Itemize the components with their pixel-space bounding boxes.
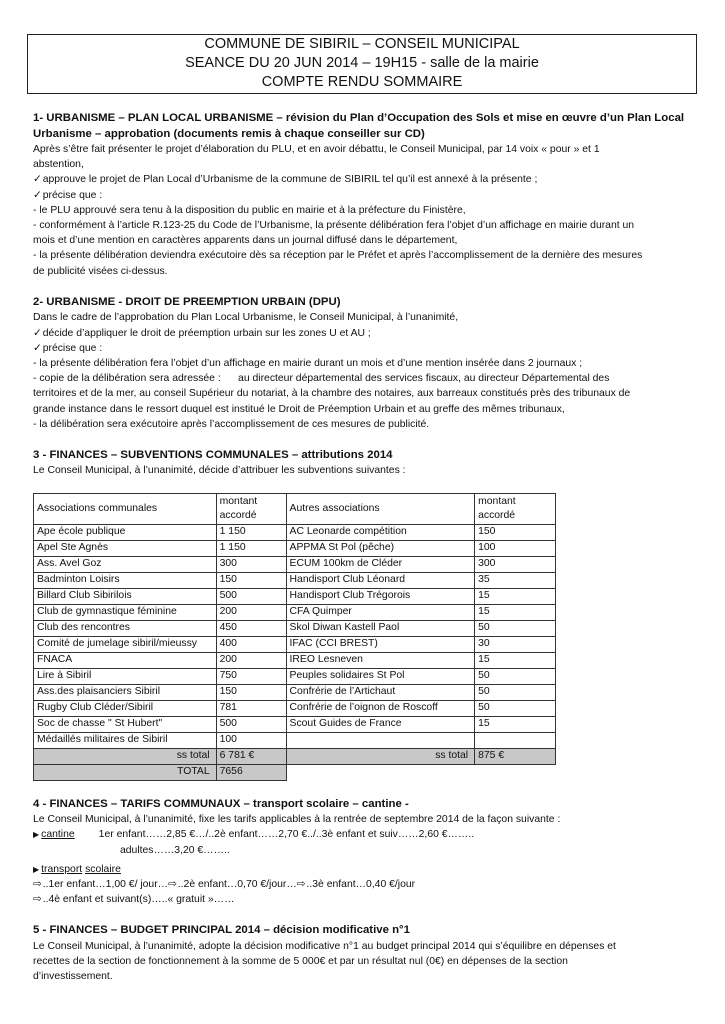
document-body [33,111,693,984]
table-cell: IREO Lesneven [286,652,475,668]
s5-line: d’investissement. [33,971,113,983]
table-cell: 500 [216,716,286,732]
table-row [34,636,556,652]
table-cell: 15 [475,604,556,620]
header-cell: montant accordé [475,493,556,524]
transport-line [33,862,693,877]
s1-line: - conformément à l’article R.123-25 du Code de l’Urbanisme, la présente délibération fera l’objet d’un affichage en mairie durant un [33,220,635,232]
table-cell: 100 [475,540,556,556]
s2-line: Dans le cadre de l’approbation du Plan Local Urbanisme, le Conseil Municipal, à l’unanimité, [33,312,459,324]
table-cell: 100 [216,732,286,748]
table-cell: 15 [475,652,556,668]
s3-line: Le Conseil Municipal, à l’unanimité, décide d’attribuer les subventions suivantes : [33,465,406,477]
scolaire-label: scolaire [85,863,121,875]
table-row [34,588,556,604]
s1-line: - la présente délibération deviendra exécutoire dès sa réception par le Préfet et après l’accomplissement de la dernière des mesures [33,250,643,262]
table-cell: 30 [475,636,556,652]
s2-line: - la présente délibération fera l’objet d’un affichage en mairie durant un mois et d’une mention insérée dans 2 journaux ; [33,357,583,369]
table-row [34,620,556,636]
total-label: TOTAL [34,764,217,780]
table-row [34,524,556,540]
table-cell: 750 [216,668,286,684]
subtotal-value: 6 781 € [216,748,286,764]
subtotal-label: ss total [34,748,217,764]
s1-checked-line [33,188,693,203]
table-cell: Scout Guides de France [286,716,475,732]
table-cell: Médaillés militaires de Sibiril [34,732,217,748]
header-line-3: COMPTE RENDU SOMMAIRE [261,74,463,90]
table-cell: AC Leonarde compétition [286,524,475,540]
table-cell: Club de gymnastique féminine [34,604,217,620]
table-cell: Badminton Loisirs [34,572,217,588]
table-cell: 50 [475,684,556,700]
transport-rate: ..2è enfant…0,70 €/jour… [177,878,297,890]
table-row [34,716,556,732]
header-line-2: SEANCE DU 20 JUN 2014 – 19H15 - salle de la mairie [185,55,539,71]
section-5-title: 5 - FINANCES – BUDGET PRINCIPAL 2014 – décision modificative n°1 [33,924,410,937]
transport-rate: ..3è enfant…0,40 €/jour [306,878,416,890]
section-urbanisme-dpu [33,295,693,432]
table-row [34,556,556,572]
total-value: 7656 [216,764,286,780]
triangle-bullet-icon [33,829,41,840]
table-cell: APPMA St Pol (pêche) [286,540,475,556]
table-cell: 300 [475,556,556,572]
cantine-adult-line: adultes……3,20 €…….. [120,844,230,856]
s2-check-text: précise que : [42,342,103,354]
table-cell: 450 [216,620,286,636]
table-row [34,684,556,700]
table-cell: Club des rencontres [34,620,217,636]
header-cell: montant accordé [216,493,286,524]
s2-checked-line [33,341,693,356]
cantine-rates: 1er enfant……2,85 €…/..2è enfant……2,70 €../..3è enfant et suiv……2,60 €…….. [98,829,475,841]
transport-rate: ..1er enfant…1,00 €/ jour… [42,878,169,890]
s2-line: - la délibération sera exécutoire après l’accomplissement de ces mesures de publicité. [33,418,430,430]
table-cell: 50 [475,620,556,636]
section-2-title: 2- URBANISME - DROIT DE PREEMPTION URBAIN (DPU) [33,295,341,308]
s1-check-text: approuve le projet de Plan Local d’Urbanisme de la commune de SIBIRIL tel qu’il est annexé à la présente ; [42,174,538,186]
table-cell: Ass. Avel Goz [34,556,217,572]
s5-line: Le Conseil Municipal, à l’unanimité, adopte la décision modificative n°1 au budget principal 2014 qui s’équilibre en dépenses et [33,940,616,952]
transport-free-line [33,892,693,907]
table-cell: ECUM 100km de Cléder [286,556,475,572]
subventions-table [33,493,556,781]
s1-line: de publicité visées ci-dessus. [33,265,168,277]
table-row [34,732,556,748]
table-cell: 50 [475,668,556,684]
s5-line: recettes de la section de fonctionnement à la somme de 5 000€ et par un résultat nul (0€) en dépenses de la section [33,956,568,968]
arrow-icon [168,879,178,890]
subtotal-row [34,748,556,764]
subtotal-label: ss total [286,748,475,764]
table-cell: CFA Quimper [286,604,475,620]
arrow-icon [33,894,43,905]
table-row [34,540,556,556]
table-body [34,524,556,748]
section-1-title-a: 1- URBANISME – PLAN LOCAL URBANISME – révision du Plan d’Occupation des Sols et mise en œuvre d’un Plan Local [33,112,685,124]
table-cell: Confrérie de l’Artichaut [286,684,475,700]
table-cell: 50 [475,700,556,716]
s1-line: Après s’être fait présenter le projet d’élaboration du PLU, et en avoir débattu, le Conseil Municipal, par 14 voix « pour » et 1 [33,144,600,155]
section-subventions [33,448,693,781]
table-cell: Peuples solidaires St Pol [286,668,475,684]
table-cell: Handisport Club Trégorois [286,588,475,604]
table-cell: 200 [216,604,286,620]
table-row [34,652,556,668]
s1-line: abstention, [33,159,84,171]
table-cell: 150 [216,684,286,700]
table-row [34,668,556,684]
s2-line: territoires et de la mer, au conseil Supérieur du notariat, à la chambre des notaires, aux barreaux constitués près des tribunaux de [33,388,631,400]
table-cell: FNACA [34,652,217,668]
table-cell [286,732,475,748]
table-cell: 1 150 [216,540,286,556]
header-cell: Autres associations [286,493,475,524]
s2-checked-line [33,326,693,341]
s1-checked-line [33,172,693,187]
section-3-title: 3 - FINANCES – SUBVENTIONS COMMUNALES – attributions 2014 [33,448,393,461]
arrow-icon [33,879,43,890]
table-cell: 15 [475,716,556,732]
section-4-title: 4 - FINANCES – TARIFS COMMUNAUX – transport scolaire – cantine - [33,797,409,810]
table-row [34,572,556,588]
header-line-1: COMMUNE DE SIBIRIL – CONSEIL MUNICIPAL [204,36,520,52]
table-row [34,604,556,620]
table-cell: 15 [475,588,556,604]
transport-label: transport [41,863,83,875]
table-cell: 400 [216,636,286,652]
table-cell: Soc de chasse " St Hubert" [34,716,217,732]
section-urbanisme-plu [33,111,693,279]
table-cell: Billard Club Sibirilois [34,588,217,604]
subtotal-value: 875 € [475,748,556,764]
table-cell: Ass.des plaisanciers Sibiril [34,684,217,700]
document-header [27,34,697,94]
s1-line: mois et d’une mention en caractères apparents dans un journal diffusé dans le département, [33,235,458,247]
s2-line: grande instance dans le ressort duquel est institué le Droit de Préemption Urbain et au greffe des mêmes tribunaux, [33,403,565,415]
s2-check-text: décide d’appliquer le droit de préemption urbain sur les zones U et AU ; [42,327,371,339]
table-header-row [34,493,556,524]
cantine-line [33,827,693,842]
table-cell: Comité de jumelage sibiril/mieussy [34,636,217,652]
arrow-icon [297,879,307,890]
table-cell: Apel Ste Agnès [34,540,217,556]
table-cell [475,732,556,748]
s4-line: Le Conseil Municipal, à l’unanimité, fixe les tarifs applicables à la rentrée de septembre 2014 de la façon suivante : [33,814,561,826]
transport-rate: ..4è enfant et suivant(s)…..« gratuit »…… [42,894,235,906]
table-cell: IFAC (CCI BREST) [286,636,475,652]
header-cell: Associations communales [34,493,217,524]
table-cell: 200 [216,652,286,668]
table-cell: 1 150 [216,524,286,540]
table-cell: Ape école publique [34,524,217,540]
table-row [34,700,556,716]
transport-rates-line [33,877,693,892]
section-1-title-b: Urbanisme – approbation (documents remis à chaque conseiller sur CD) [33,127,425,140]
table-cell: Confrérie de l’oignon de Roscoff [286,700,475,716]
table-cell: 35 [475,572,556,588]
table-cell: Handisport Club Léonard [286,572,475,588]
triangle-bullet-icon [33,864,41,875]
table-cell: Lire à Sibiril [34,668,217,684]
section-budget [33,923,693,984]
s1-check-text: précise que : [42,189,103,201]
table-cell: 500 [216,588,286,604]
table-cell: 300 [216,556,286,572]
table-cell: 150 [475,524,556,540]
cantine-label: cantine [41,829,75,841]
s2-line: - copie de la délibération sera adressée : au directeur départemental des services fiscaux, au directeur Départemental des [33,373,610,385]
table-cell: Rugby Club Cléder/Sibiril [34,700,217,716]
table-cell: Skol Diwan Kastell Paol [286,620,475,636]
total-row [34,764,556,780]
table-cell: 781 [216,700,286,716]
s1-line: - le PLU approuvé sera tenu à la disposition du public en mairie et à la préfecture du Finistère, [33,204,466,216]
table-cell: 150 [216,572,286,588]
section-tarifs [33,797,693,908]
